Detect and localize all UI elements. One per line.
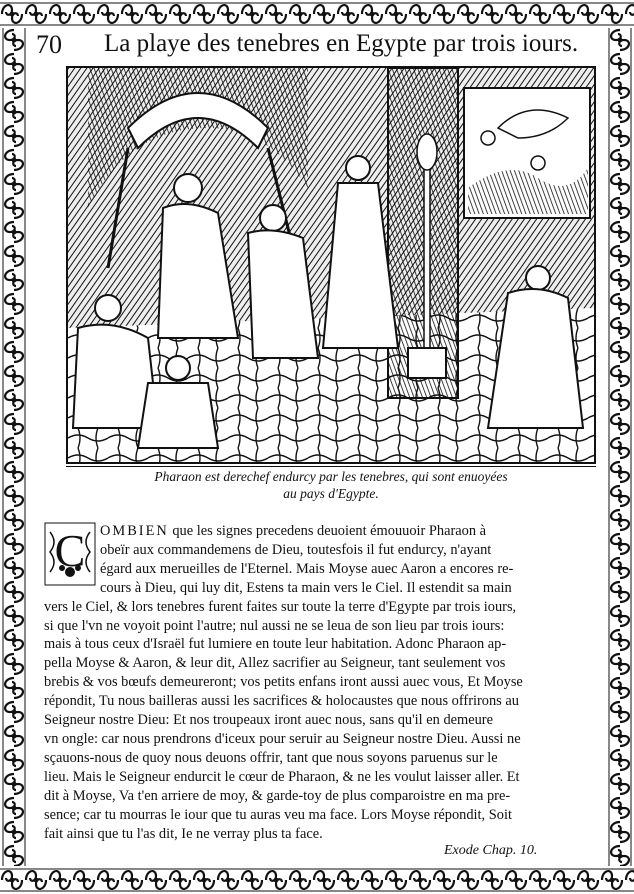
body-line: cours à Dieu, qui luy dit, Estens ta main vers le Ciel. Il estendit sa main — [100, 579, 512, 596]
body-line: sçauons-nous de quoy nous deuons offrir, tant que nous soyons paruenus sur le — [44, 749, 498, 766]
caption-line-1: Pharaon est derechef endurcy par les tenebres, qui sont enuoyées — [154, 469, 508, 484]
ornamental-border-right — [606, 28, 634, 866]
caption-rule — [66, 466, 596, 467]
dropcap-letter: C — [54, 525, 86, 576]
body-line: mais à tous ceux d'Israël fut lumiere en toute leur habitation. Adonc Pharaon ap- — [44, 636, 507, 653]
caption-line-2: au pays d'Egypte. — [283, 486, 379, 501]
body-line: vn ongle: car nous prendrons d'iceux pour seruir au Seigneur nostre Dieu. Aussi ne — [44, 730, 521, 747]
first-word: OMBIEN — [100, 523, 169, 539]
body-line: dit à Moyse, Va t'en arriere de moy, & garde-toy de plus comparoistre en ma pre- — [44, 787, 511, 804]
woodcut-illustration — [66, 66, 596, 464]
body-line: obeïr aux commandemens de Dieu, toutesfois il fut endurcy, n'ayant — [100, 541, 492, 558]
ornamental-border-bottom — [0, 866, 634, 894]
scripture-reference: Exode Chap. 10. — [444, 843, 538, 858]
body-line: OMBIEN que les signes precedens deuoient émouuoir Pharaon à — [100, 523, 487, 539]
ornamental-border-top — [0, 0, 634, 28]
body-line: si que l'vn ne voyoit point l'autre; nul aussi ne se leua de son lieu par trois iours: — [44, 617, 505, 634]
body-line: pella Moyse & Aaron, & leur dit, Allez sacrifier au Seigneur, tant seulement vos — [44, 655, 506, 672]
body-line: lieu. Mais le Seigneur endurcit le cœur de Pharaon, & ne les voulut laisser aller. Et — [44, 768, 520, 785]
body-line: égard aux merueilles de l'Eternel. Mais Moyse auec Aaron a encores re- — [100, 560, 514, 577]
body-line: vers le Ciel, & lors tenebres furent faites sur toute la terre d'Egypte par trois iours, — [44, 598, 517, 615]
illustration-caption — [96, 468, 566, 502]
body-line: Seigneur nostre Dieu: Et nos troupeaux iront auec nous, sans qu'il en demeure — [44, 712, 493, 729]
page-title: La playe des tenebres en Egypte par trois iours. — [104, 30, 579, 57]
ornamental-border-left — [0, 28, 28, 866]
body-text — [44, 522, 596, 843]
body-line: brebis & vos bœufs demeureront; vos petits enfans iront aussi auec vous, Et Moyse — [44, 674, 523, 691]
body-line: fait ainsi que tu l'as dit, Ie ne verray plus ta face. — [44, 825, 323, 842]
body-line: répondit, Tu nous bailleras aussi les sacrifices & holocaustes que nous offrirons au — [44, 693, 519, 710]
body-line: sence; car tu mourras le iour que tu auras veu ma face. Lors Moyse répondit, Soit — [44, 806, 512, 823]
page-number: 70 — [36, 30, 62, 59]
